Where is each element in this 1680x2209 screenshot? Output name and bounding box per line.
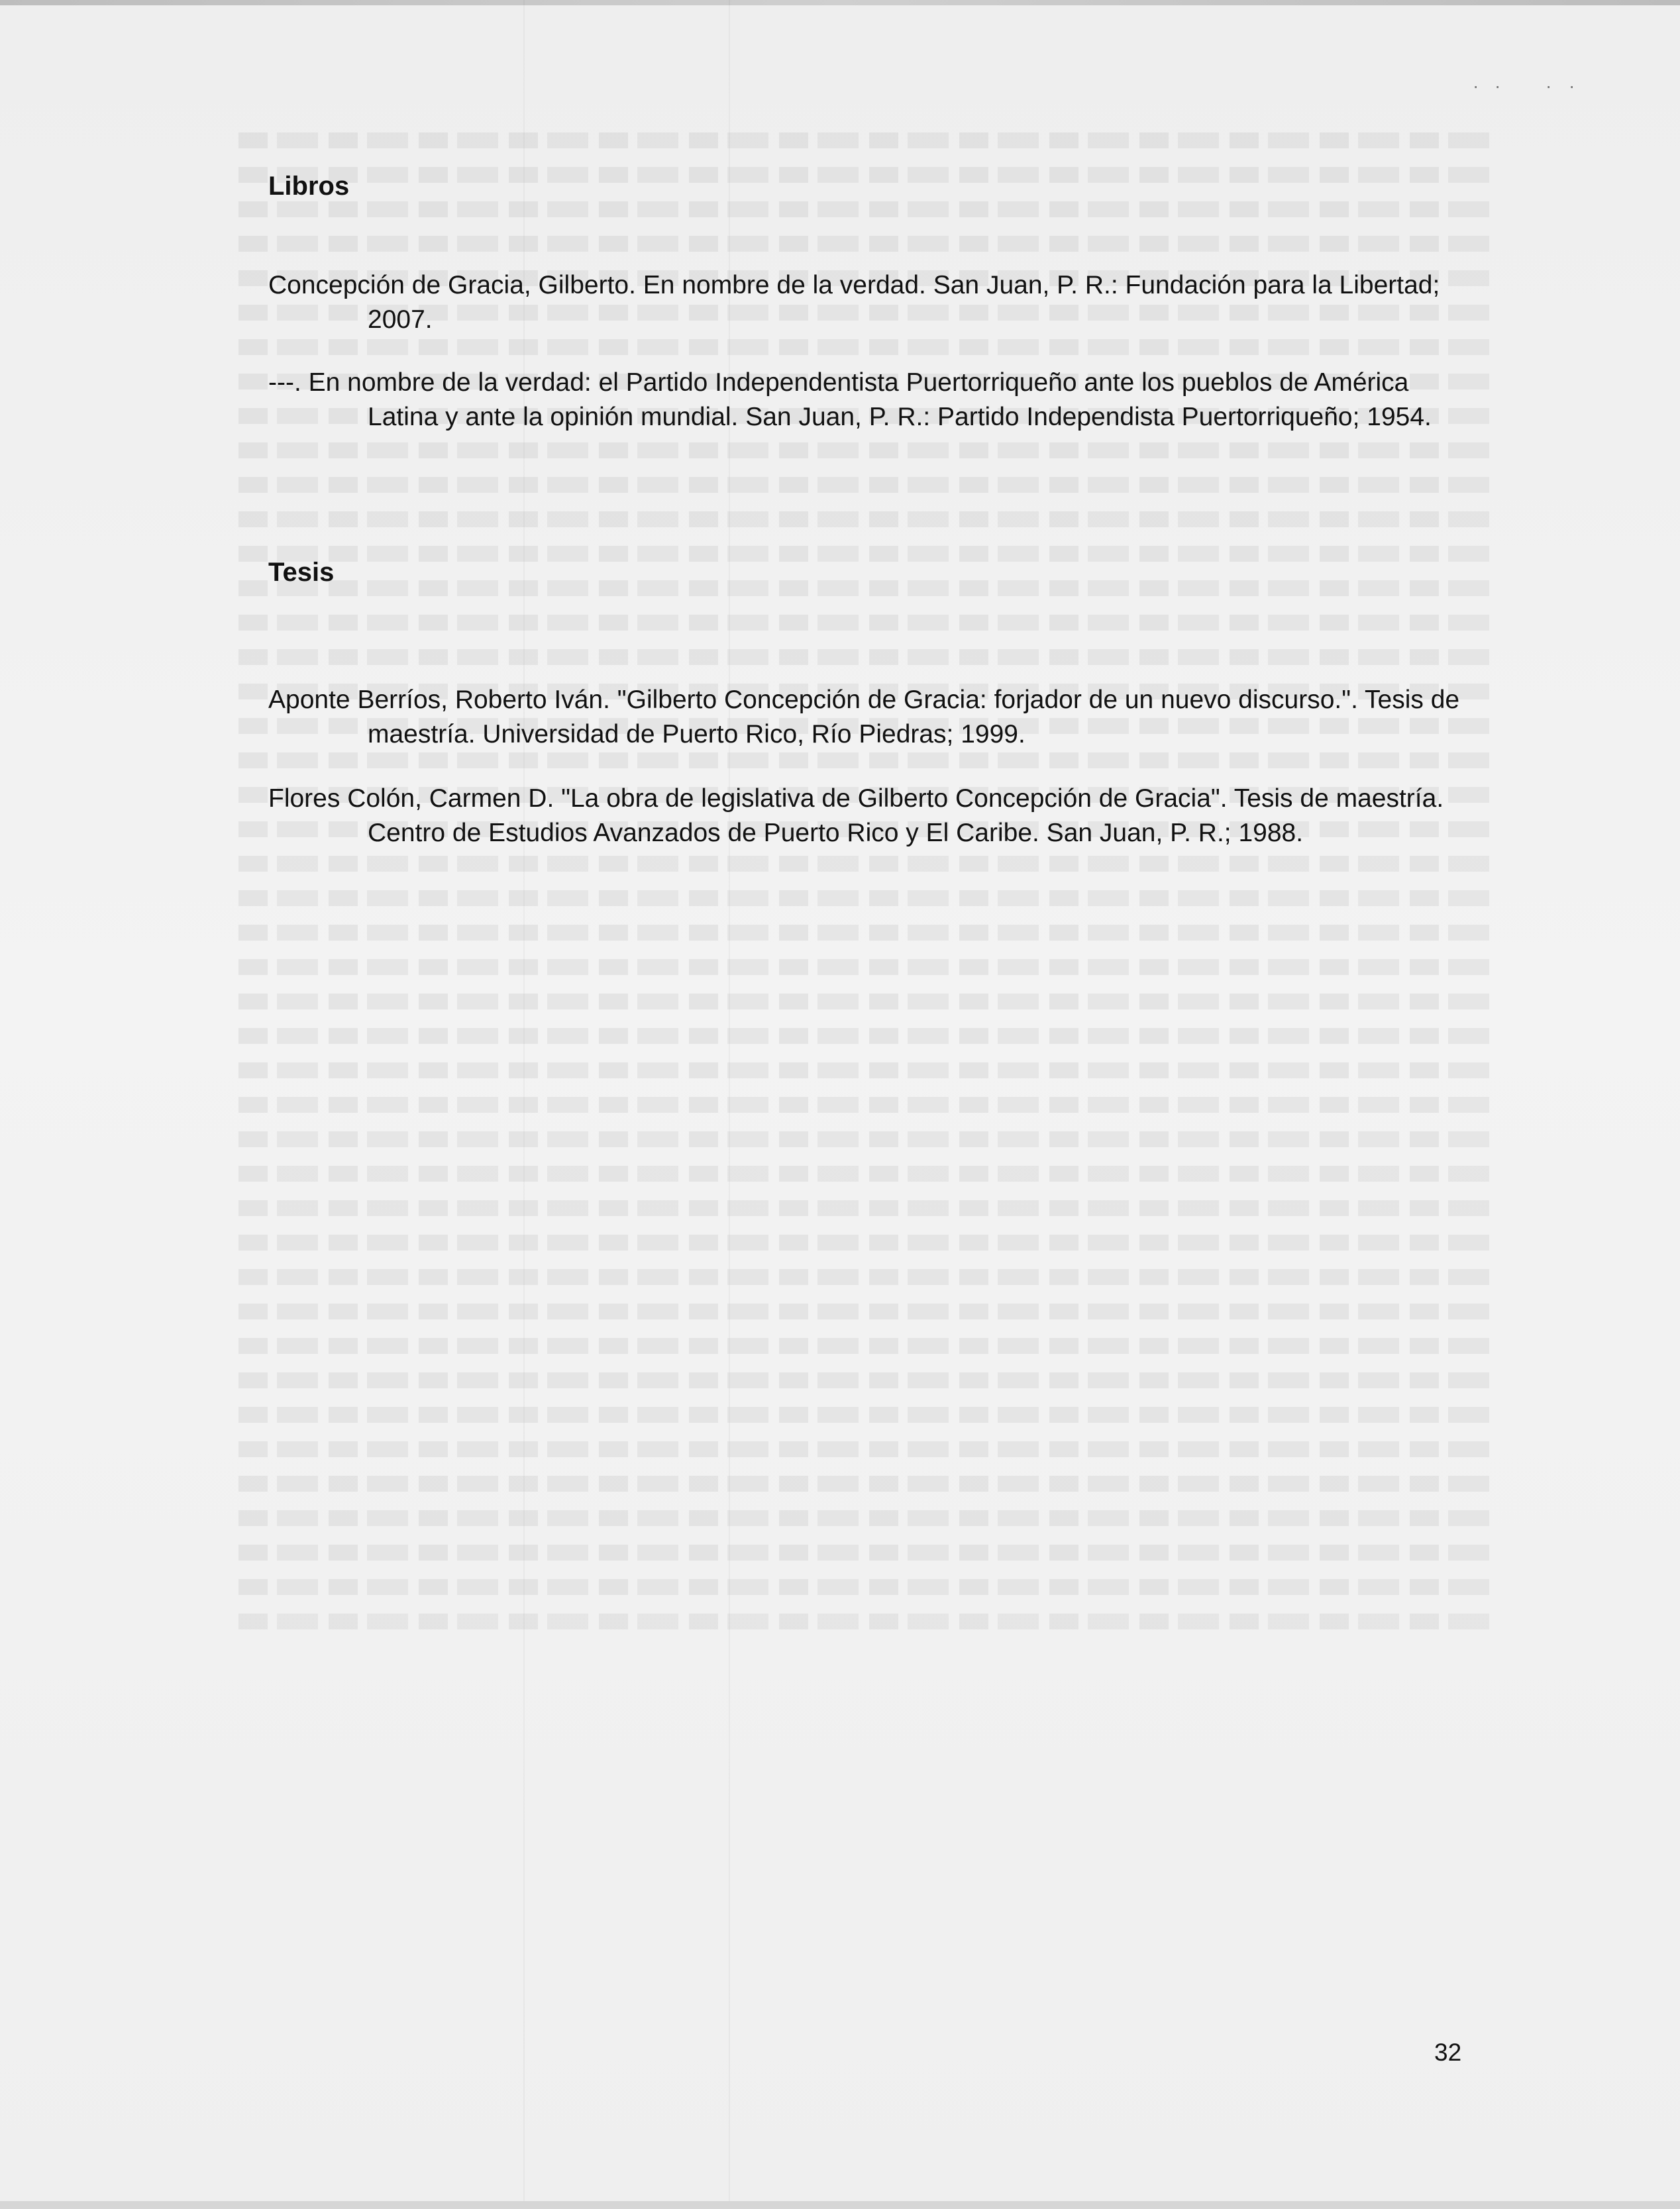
show-through-line bbox=[238, 1510, 1497, 1526]
scan-bottom-edge bbox=[0, 2201, 1680, 2209]
show-through-line bbox=[238, 1097, 1497, 1113]
show-through-line bbox=[238, 1476, 1497, 1492]
scan-speck: · bbox=[1495, 76, 1501, 96]
show-through-line bbox=[238, 511, 1497, 527]
bibliography-entry: Aponte Berríos, Roberto Iván. "Gilberto Concepción de Gracia: forjador de un nuevo discurso.". Tesis de maestría. Universidad de Puerto Rico, Río Piedras; 1999. bbox=[268, 686, 1460, 748]
show-through-line bbox=[238, 1441, 1497, 1457]
section-heading-libros: Libros bbox=[268, 172, 350, 201]
show-through-line bbox=[238, 1269, 1497, 1285]
show-through-line bbox=[238, 752, 1497, 768]
show-through-line bbox=[238, 1579, 1497, 1595]
show-through-line bbox=[238, 1235, 1497, 1251]
show-through-line bbox=[238, 1131, 1497, 1147]
show-through-line bbox=[238, 339, 1497, 355]
show-through-line bbox=[238, 615, 1497, 631]
show-through-line bbox=[238, 1372, 1497, 1388]
show-through-line bbox=[238, 1545, 1497, 1561]
show-through-line bbox=[238, 1200, 1497, 1216]
bibliography-entry: Concepción de Gracia, Gilberto. En nombre de la verdad. San Juan, P. R.: Fundación para la Libertad; 2007. bbox=[268, 271, 1440, 334]
scan-speck: · bbox=[1473, 76, 1479, 96]
bibliography-entry: ---. En nombre de la verdad: el Partido Independentista Puertorriqueño ante los pueblos de América Latina y ante la opinión mundial. San Juan, P. R.: Partido Independista Puertorriqueño; 1954. bbox=[268, 368, 1432, 431]
show-through-line bbox=[238, 890, 1497, 906]
show-through-line bbox=[238, 1028, 1497, 1044]
scan-speck: · bbox=[1569, 76, 1575, 96]
show-through-line bbox=[238, 132, 1497, 148]
scan-speck: · bbox=[1546, 76, 1552, 96]
show-through-line bbox=[238, 959, 1497, 975]
show-through-line bbox=[238, 477, 1497, 493]
show-through-line bbox=[238, 1407, 1497, 1423]
show-through-line bbox=[238, 201, 1497, 217]
show-through-line bbox=[238, 1062, 1497, 1078]
show-through-line bbox=[238, 1338, 1497, 1354]
show-through-line bbox=[238, 1614, 1497, 1629]
show-through-line bbox=[238, 236, 1497, 252]
show-through-line bbox=[238, 856, 1497, 872]
show-through-line bbox=[238, 925, 1497, 941]
scan-top-edge bbox=[0, 0, 1680, 5]
show-through-line bbox=[238, 1166, 1497, 1182]
show-through-line bbox=[238, 442, 1497, 458]
section-heading-tesis: Tesis bbox=[268, 558, 335, 587]
show-through-line bbox=[238, 1304, 1497, 1319]
bibliography-entry: Flores Colón, Carmen D. "La obra de legislativa de Gilberto Concepción de Gracia". Tesis de maestría. Centro de Estudios Avanzados de Puerto Rico y El Caribe. San Juan, P. R.; 1988. bbox=[268, 784, 1444, 847]
show-through-line bbox=[238, 994, 1497, 1009]
show-through-line bbox=[238, 649, 1497, 665]
page-number: 32 bbox=[1434, 2039, 1462, 2066]
